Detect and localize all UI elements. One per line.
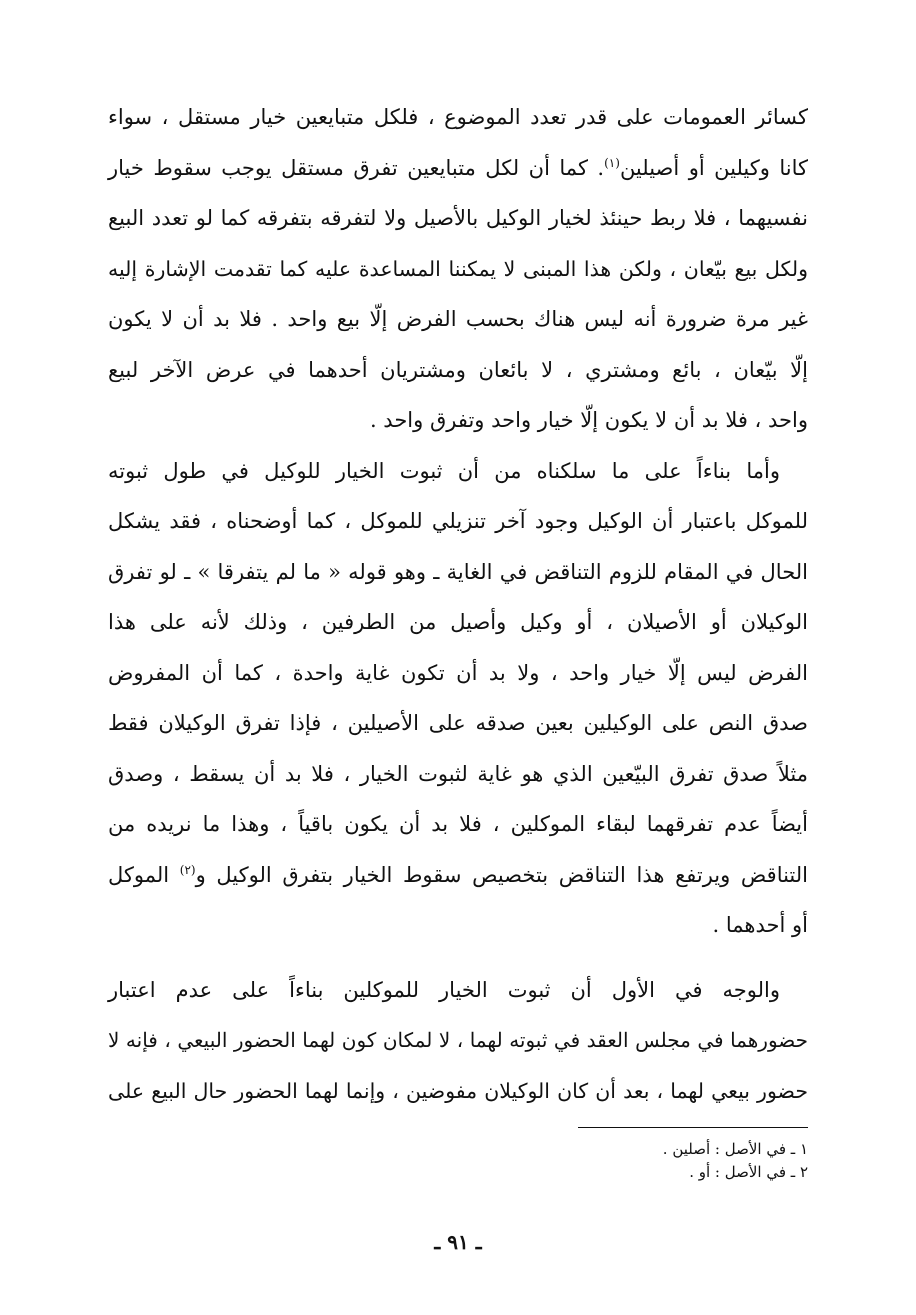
footnote-marker-1[interactable]: (١) [604,155,620,170]
text-line: واحد ، فلا بد أن لا يكون إلّا خيار واحد وتفرق واحد . [369,408,808,432]
main-text [108,92,808,1116]
footnote-2: ٢ ـ في الأصل : أو . [689,1163,808,1181]
text-line: غير مرة ضرورة أنه ليس هناك بحسب الفرض إلّا بيع واحد . فلا بد أن لا يكون [108,307,808,331]
text-line: نفسيهما ، فلا ربط حينئذ لخيار الوكيل بالأصيل ولا لتفرقه بتفرقه كما لو تعدد البيع [108,206,808,230]
footnote-divider [578,1127,808,1128]
text-line: الفرض ليس إلّا خيار واحد ، ولا بد أن تكون غاية واحدة ، كما أن المفروض [108,660,808,685]
text-line: الحال في المقام للزوم التناقض في الغاية ـ وهو قوله « ما لم يتفرقا » ـ لو تفرق [108,559,808,584]
text-line: للموكل باعتبار أن الوكيل وجود آخر تنزيلي للموكل ، كما أوضحناه ، فقد يشكل [108,509,808,533]
text-line: كسائر العمومات على قدر تعدد الموضوع ، فلكل متبايعين خيار مستقل ، سواء [108,105,808,129]
text-line: مثلاً صدق تفرق البيّعين الذي هو غاية لثبوت الخيار ، فلا بد أن يسقط ، وصدق [108,761,808,786]
text-segment: الموكل [108,862,180,887]
footnotes [508,1138,808,1184]
footnote-marker-2[interactable]: (٢) [179,862,196,877]
text-line: أيضاً عدم تفرقهما لبقاء الموكلين ، فلا بد أن يكون باقياً ، وهذا ما نريده من [108,812,808,836]
text-line: حضور بيعي لهما ، بعد أن كان الوكيلان مفوضين ، وإنما لهما الحضور حال البيع على [108,1078,808,1103]
text-line: أو أحدهما . [712,913,808,937]
paragraph-1 [108,92,808,446]
text-line-with-footnote [108,143,808,194]
text-segment: كانا وكيلين أو أصيلين [619,155,809,180]
text-line: حضورهما في مجلس العقد في ثبوته لهما ، لا لمكان كون لهما الحضور البيعي ، فإنه لا [108,1028,808,1052]
paragraph-spacer [108,951,808,965]
text-line: صدق النص على الوكيلين بعين صدقه على الأصيلين ، فإذا تفرق الوكيلان فقط [108,711,808,735]
page-number: ـ ٩١ ـ [434,1230,482,1254]
book-page [108,92,808,1292]
footnote-1: ١ ـ في الأصل : أصلين . [662,1140,808,1158]
text-line-with-footnote [108,850,808,901]
text-line: والوجه في الأول أن ثبوت الخيار للموكلين بناءاً على عدم اعتبار [108,977,780,1002]
text-line: الوكيلان أو الأصيلان ، أو وكيل وأصيل من الطرفين ، وذلك لأنه على هذا [108,610,808,634]
text-line: إلّا بيّعان ، بائع ومشتري ، لا بائعان ومشتريان أحدهما في عرض الآخر لبيع [108,357,808,382]
text-line: ولكل بيع بيّعان ، ولكن هذا المبنى لا يمكننا المساعدة عليه كما تقدمت الإشارة إليه [108,256,808,281]
text-segment: التناقض ويرتفع هذا التناقض بتخصيص سقوط الخيار بتفرق الوكيل و [195,862,808,887]
paragraph-2 [108,446,808,951]
text-segment: . كما أن لكل متبايعين تفرق مستقل يوجب سقوط خيار [108,155,605,180]
paragraph-3 [108,965,808,1117]
text-line: وأما بناءاً على ما سلكناه من أن ثبوت الخيار للوكيل في طول ثبوته [108,458,780,483]
